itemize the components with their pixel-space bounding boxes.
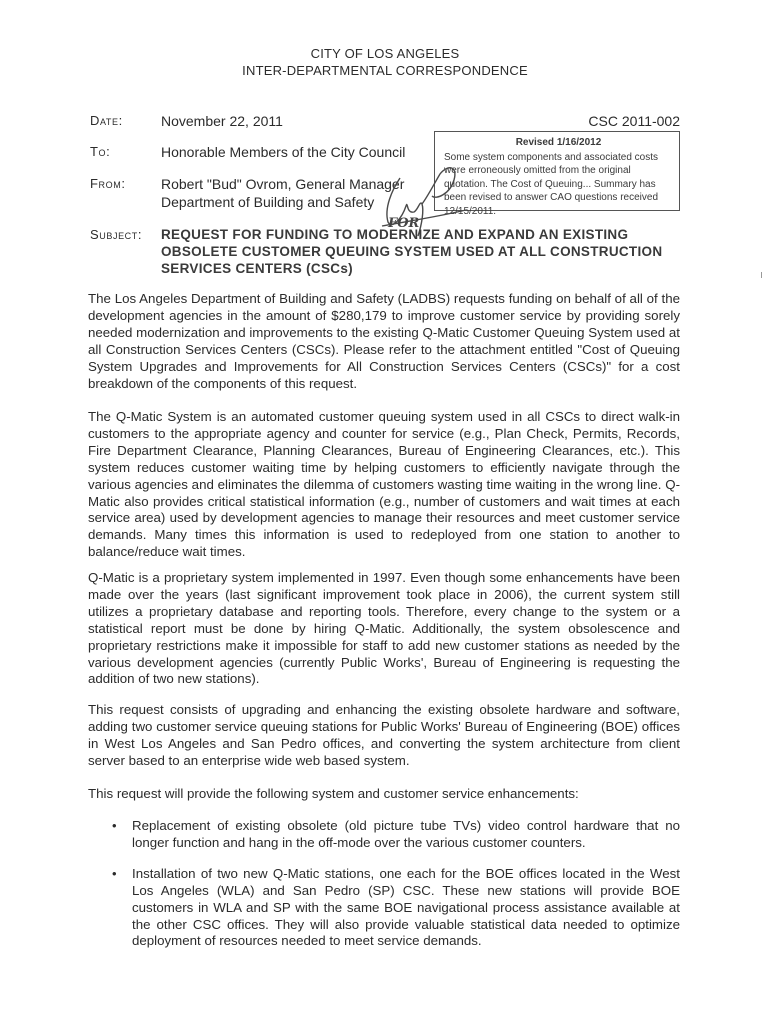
city-header: CITY OF LOS ANGELES [310, 46, 460, 61]
revision-notice-title: Revised 1/16/2012 [515, 137, 602, 148]
body-paragraph-4: This request consists of upgrading and enhancing the existing obsolete hardware and software, adding two customer service queuing stations for Public Works' Bureau of Engineering (BOE) offices in West Los Angeles and San Pedro offices, and converting the system architecture from client server based to an enterprise wide web based system. [88, 702, 680, 768]
subject-value: REQUEST FOR FUNDING TO MODERNIZE AND EXPAND AN EXISTING OBSOLETE CUSTOMER QUEUING SYSTEM USED AT ALL CONSTRUCTION SERVICES CENTERS (CSCs) [161, 227, 663, 276]
list-item [88, 866, 680, 951]
document-number: CSC 2011-002 [588, 113, 680, 129]
list-item [88, 818, 680, 852]
from-value-line1: Robert "Bud" Ovrom, General Manager [161, 176, 405, 192]
body-paragraph-2: The Q-Matic System is an automated customer queuing system used in all CSCs to direct walk-in customers to the appropriate agency and counter for service (e.g., Plan Check, Permits, Records, Fire Department Clearance, Planning Clearances, Bureau of Engineering Clearances, etc.). This system reduces customer waiting time by helping customers to efficiently navigate through the various agencies and eliminates the dilemma of customers wasting time waiting in the wrong line. Q-Matic also provides critical statistical information (e.g., number of customers and wait times at each service area) used by development agencies to manage their resources and meet customer service demands. Many times this information is used to redeployed from one station to another to balance/reduce wait times. [88, 409, 680, 560]
enhancements-list [88, 818, 680, 964]
from-label: From: [90, 176, 126, 191]
revision-notice-text: Some system components and associated costs were erroneously omitted from the original quotation. The Cost of Queuing... Summary has been revised to answer CAO questions received 12/15/2011. [444, 151, 659, 217]
subject-label: Subject: [90, 227, 143, 242]
bullet-marker: • [112, 865, 117, 881]
from-value-line2: Department of Building and Safety [161, 194, 375, 210]
body-paragraph-1: The Los Angeles Department of Building and Safety (LADBS) requests funding on behalf of all of the development agencies in the amount of $280,179 to improve customer service by providing sorely needed modernization and improvements to the existing Q-Matic Customer Queuing System used at all Construction Services Centers (CSCs). Please refer to the attachment entitled "Cost of Queuing System Upgrades and Improvements for All Construction Services Centers (CSCs)" for a cost breakdown of the components of this request. [88, 291, 680, 391]
list-item-text: Installation of two new Q-Matic stations, one each for the BOE offices located in the West Los Angeles (WLA) and San Pedro (SP) CSC. These new stations will provide BOE customers in WLA and SP with the same BOE navigational process assistance available at the other CSC offices. They will also provide valuable statistical data needed to optimize deployment of resources needed to meet service demands. [132, 865, 680, 949]
to-label: To: [90, 144, 111, 159]
date-value: November 22, 2011 [161, 113, 283, 129]
date-label: Date: [90, 113, 123, 128]
list-item-text: Replacement of existing obsolete (old picture tube TVs) video control hardware that no longer function and hang in the off-mode over the various customer counters. [132, 818, 680, 850]
signature-annotation: FOR [388, 216, 420, 231]
to-value: Honorable Members of the City Council [161, 144, 406, 160]
bullet-marker: • [112, 818, 117, 833]
margin-mark [761, 272, 762, 278]
correspondence-header: INTER-DEPARTMENTAL CORRESPONDENCE [242, 63, 528, 78]
body-paragraph-5: This request will provide the following system and customer service enhancements: [88, 786, 579, 801]
body-paragraph-3: Q-Matic is a proprietary system implemented in 1997. Even though some enhancements have been made over the years (last significant improvement took place in 2006), the current system still utilizes a proprietary database and reporting tools. Therefore, every change to the system or a statistical report must be done by hiring Q-Matic. Additionally, the system obsolescence and proprietary restrictions make it impossible for staff to add new customer stations as needed by the various development agencies (currently Public Works', Bureau of Engineering is requesting the addition of two new stations). [88, 570, 680, 687]
